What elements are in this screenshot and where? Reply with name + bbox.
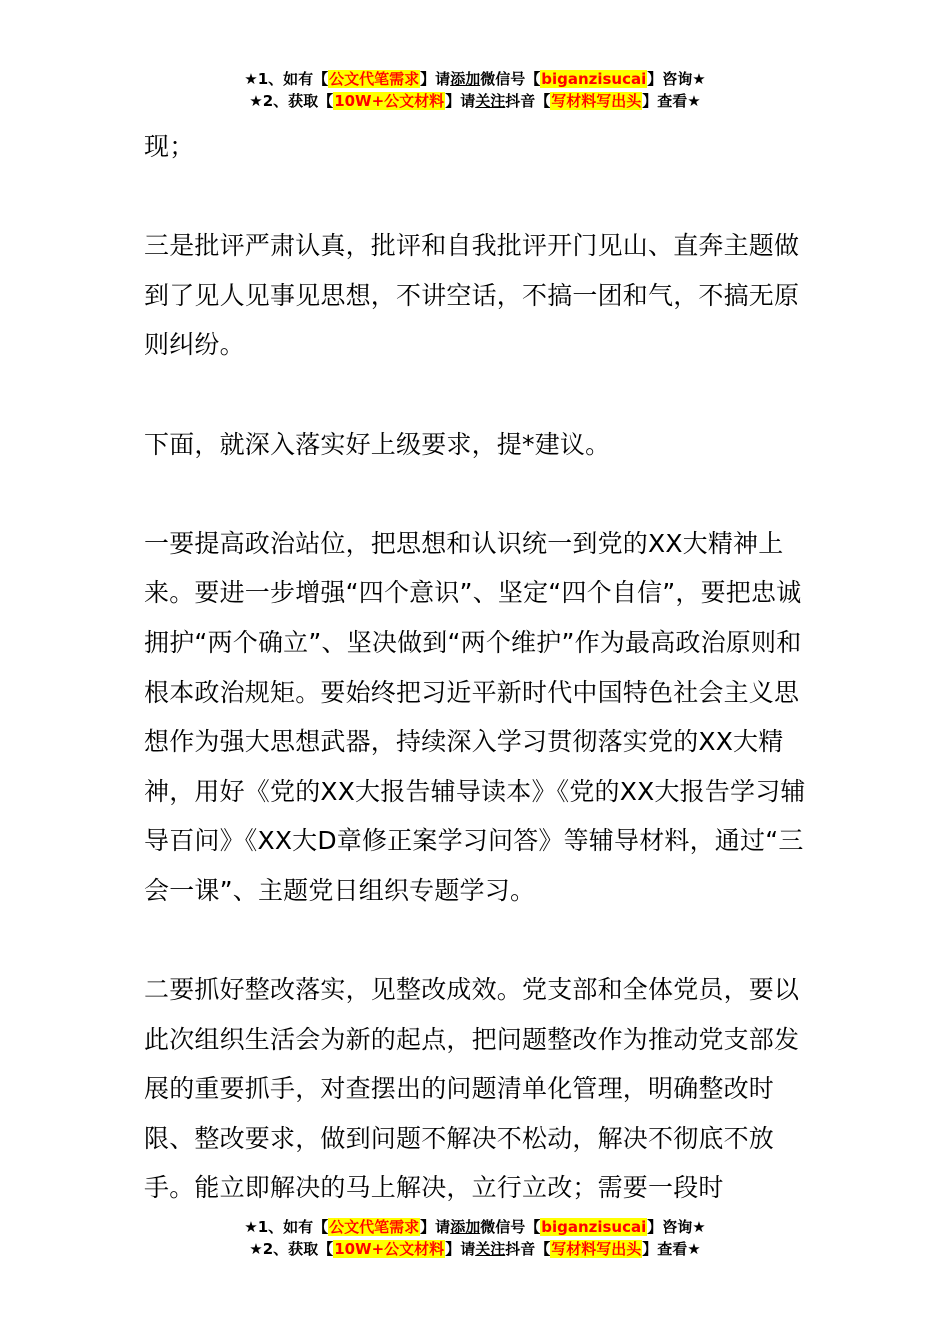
banner-line-2 [0, 90, 950, 112]
banner-text: ★2、获取【 [249, 92, 334, 110]
banner-line-1 [0, 1216, 950, 1238]
banner-highlight: biganzisucai [541, 70, 647, 88]
header-banner [0, 68, 950, 112]
banner-text: 】请 [445, 1240, 476, 1258]
banner-text: 】咨询★ [647, 1218, 706, 1236]
banner-underlined-text: 添加 [450, 70, 481, 88]
banner-line-2 [0, 1238, 950, 1260]
paragraph-intro-suggestions: 下面，就深入落实好上级要求，提*建议。 [144, 429, 611, 459]
banner-text: 微信号【 [480, 1218, 541, 1236]
banner-line-1 [0, 68, 950, 90]
banner-highlight: biganzisucai [541, 1218, 647, 1236]
banner-highlight: 写材料写出头 [551, 92, 642, 110]
paragraph-spacer [144, 172, 808, 222]
paragraph-spacer [144, 916, 808, 966]
banner-highlight: 10W+公文材料 [334, 92, 445, 110]
banner-text: 抖音【 [505, 1240, 551, 1258]
banner-highlight: 10W+公文材料 [334, 1240, 445, 1258]
footer-banner [0, 1216, 950, 1260]
paragraph-continuation: 现； [144, 132, 195, 161]
banner-text: 】请 [420, 1218, 451, 1236]
paragraph-suggestion-1: 一要提高政治站位，把思想和认识统一到党的XX大精神上来。要进一步增强“四个意识”、坚定“四个自信”，要把忠诚拥护“两个确立”、坚决做到“两个维护”作为最高政治原则和根本政治规矩。要始终把习近平新时代中国特色社会主义思想作为强大思想武器，持续深入学习贯彻落实党的XX大精神，用好《党的XX大报告辅导读本》《党的XX大报告学习辅导百问》《XX大D章修正案学习问答》等辅导材料，通过“三会一课”、主题党日组织专题学习。 [144, 528, 806, 905]
banner-text: 】咨询★ [647, 70, 706, 88]
document-body [144, 122, 808, 1213]
paragraph-suggestion-2: 二要抓好整改落实，见整改成效。党支部和全体党员，要以此次组织生活会为新的起点，把问题整改作为推动党支部发展的重要抓手，对查摆出的问题清单化管理，明确整改时限、整改要求，做到问题不解决不松动，解决不彻底不放手。能立即解决的马上解决，立行立改；需要一段时 [144, 975, 800, 1203]
banner-text: 】查看★ [642, 1240, 701, 1258]
banner-highlight: 公文代笔需求 [329, 1218, 420, 1236]
banner-text: ★2、获取【 [249, 1240, 334, 1258]
paragraph-spacer [144, 370, 808, 420]
banner-text: 】请 [445, 92, 476, 110]
banner-underlined-text: 添加 [450, 1218, 481, 1236]
banner-text: 微信号【 [480, 70, 541, 88]
banner-highlight: 写材料写出头 [551, 1240, 642, 1258]
banner-text: ★1、如有【 [244, 70, 329, 88]
paragraph-spacer [144, 469, 808, 519]
banner-underlined-text: 关注 [475, 1240, 506, 1258]
banner-highlight: 公文代笔需求 [329, 70, 420, 88]
banner-text: 抖音【 [505, 92, 551, 110]
banner-text: 】请 [420, 70, 451, 88]
banner-underlined-text: 关注 [475, 92, 506, 110]
banner-text: 】查看★ [642, 92, 701, 110]
paragraph-criticism: 三是批评严肃认真，批评和自我批评开门见山、直奔主题做到了见人见事见思想，不讲空话，不搞一团和气，不搞无原则纠纷。 [144, 231, 800, 360]
banner-text: ★1、如有【 [244, 1218, 329, 1236]
